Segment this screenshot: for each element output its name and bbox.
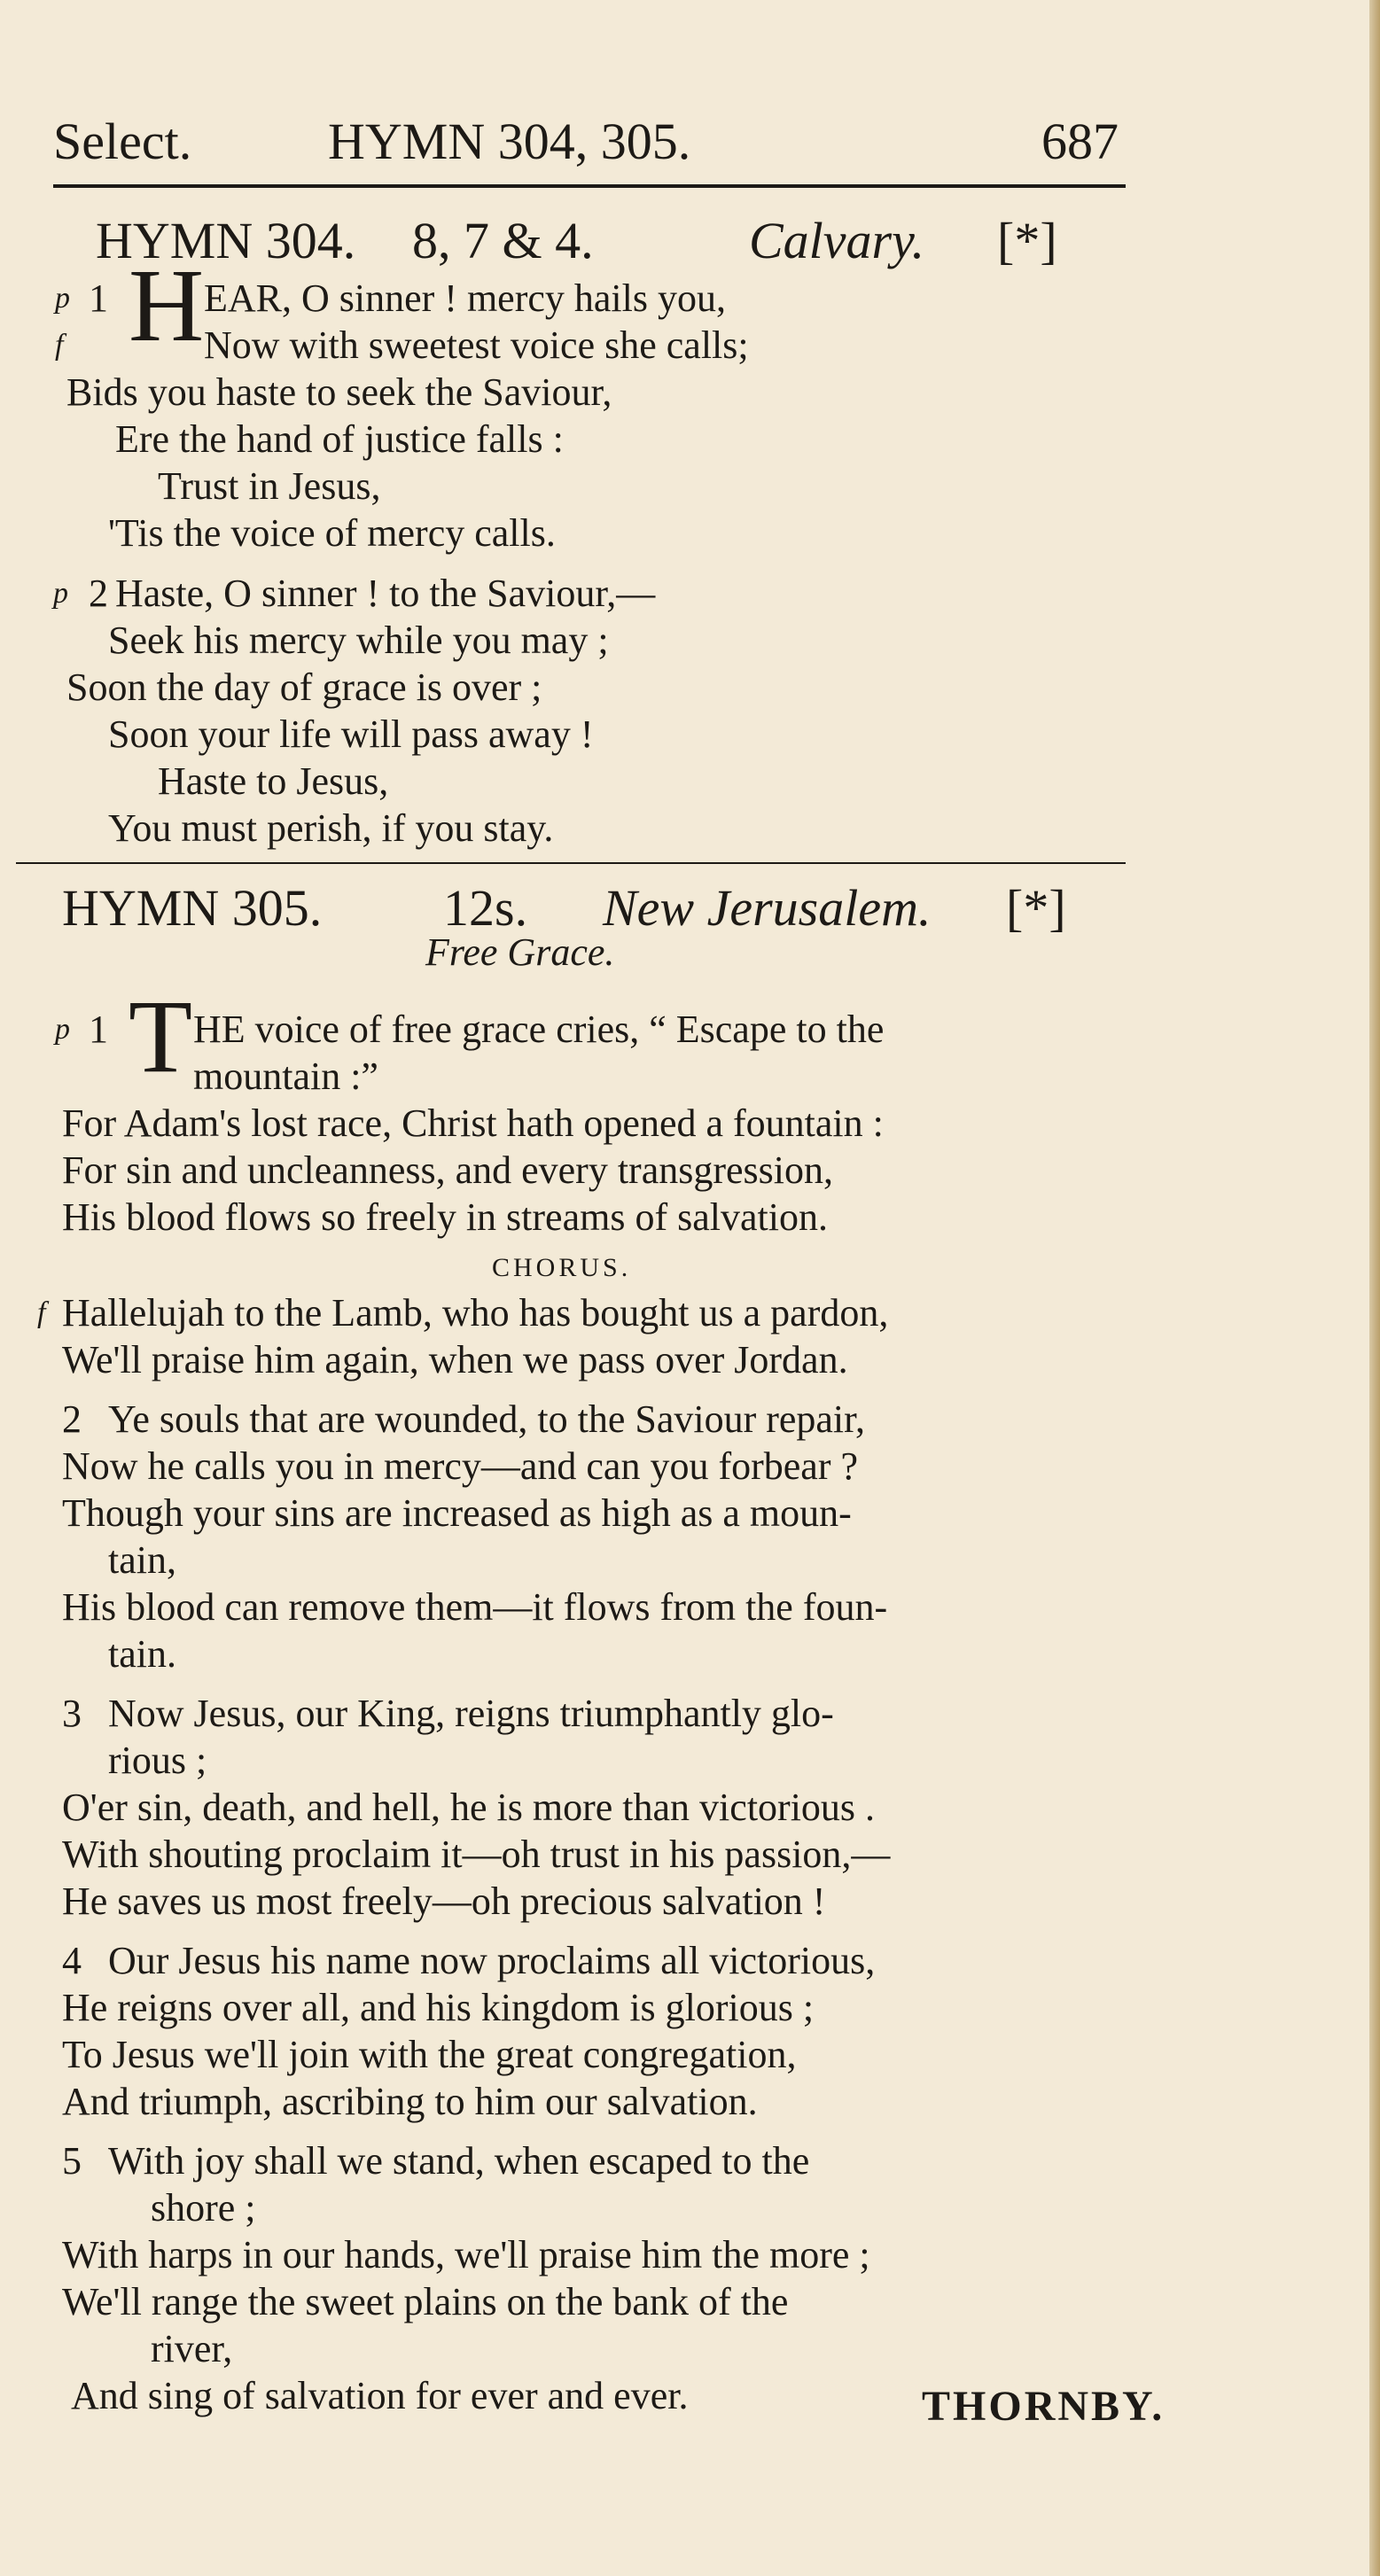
verse-line: Now he calls you in mercy—and can you forbear ? <box>62 1444 859 1488</box>
verse-line: Seek his mercy while you may ; <box>108 619 609 662</box>
verse-line: With shouting proclaim it—oh trust in his passion,— <box>62 1833 891 1876</box>
verse-line: And sing of salvation for ever and ever. <box>71 2374 689 2417</box>
verse-line: Though your sins are increased as high as a moun- <box>62 1491 852 1535</box>
verse-line: And triumph, ascribing to him our salvation. <box>62 2080 758 2123</box>
verse-line: tain. <box>108 1632 176 1676</box>
verse-line: Now Jesus, our King, reigns triumphantly glo- <box>108 1692 834 1735</box>
hymn-304-tune: Calvary. <box>749 212 925 269</box>
page-edge <box>1369 0 1380 2576</box>
verse-line: rious ; <box>108 1739 207 1782</box>
author-attribution: THORNBY. <box>922 2383 1166 2430</box>
hymn-304-mark: [*] <box>997 212 1057 269</box>
verse-line: shore ; <box>151 2186 256 2230</box>
verse-line: You must perish, if you stay. <box>108 806 554 850</box>
chorus-label: CHORUS. <box>492 1253 632 1282</box>
verse-line: His blood can remove them—it flows from the foun- <box>62 1585 888 1629</box>
dynamic-marker: f <box>55 329 64 362</box>
drop-cap: H <box>129 247 205 363</box>
verse-line: With joy shall we stand, when escaped to the <box>108 2139 810 2183</box>
verse-line: Soon the day of grace is over ; <box>66 665 542 709</box>
hymn-305-subtitle: Free Grace. <box>425 930 615 974</box>
verse-line: 'Tis the voice of mercy calls. <box>108 511 556 555</box>
hymn-304-number: HYMN 304. <box>96 212 356 269</box>
hymn-304-meter: 8, 7 & 4. <box>412 212 594 269</box>
stanza-number: 4 <box>62 1939 82 1982</box>
verse-line: His blood flows so freely in streams of salvation. <box>62 1195 828 1239</box>
hymn-305-tune: New Jerusalem. <box>603 879 932 937</box>
verse-line: To Jesus we'll join with the great congregation, <box>62 2033 797 2076</box>
dynamic-marker: p <box>55 282 70 315</box>
verse-line: Haste to Jesus, <box>158 759 389 803</box>
chorus-line: Hallelujah to the Lamb, who has bought us a pardon, <box>62 1291 889 1335</box>
verse-line: Trust in Jesus, <box>158 464 381 508</box>
verse-line: Soon your life will pass away ! <box>108 712 594 756</box>
dynamic-marker: f <box>37 1296 46 1329</box>
header-rule <box>53 184 1126 188</box>
verse-line: river, <box>151 2327 233 2370</box>
running-head-title: HYMN 304, 305. <box>328 113 691 170</box>
hymn-305-mark: [*] <box>1006 879 1066 937</box>
running-head <box>0 106 1152 177</box>
verse-line: We'll range the sweet plains on the bank of the <box>62 2280 789 2323</box>
verse-line: He reigns over all, and his kingdom is glorious ; <box>62 1986 815 2029</box>
hymn-305-number: HYMN 305. <box>62 879 323 937</box>
verse-line: EAR, O sinner ! mercy hails you, <box>204 276 726 320</box>
verse-line: For Adam's lost race, Christ hath opened a fountain : <box>62 1101 884 1145</box>
page-number: 687 <box>1041 113 1119 170</box>
verse-line: mountain :” <box>193 1055 378 1098</box>
stanza-number: 2 <box>62 1397 82 1441</box>
stanza-number: 1 <box>89 1008 108 1051</box>
section-rule <box>16 862 1126 864</box>
verse-line: For sin and uncleanness, and every transgression, <box>62 1148 834 1192</box>
stanza-number: 5 <box>62 2139 82 2183</box>
verse-line: He saves us most freely—oh precious salvation ! <box>62 1879 826 1923</box>
verse-line: O'er sin, death, and hell, he is more than victorious . <box>62 1786 876 1829</box>
verse-line: With harps in our hands, we'll praise him the more ; <box>62 2233 870 2276</box>
drop-cap: T <box>129 978 193 1094</box>
verse-line: Ere the hand of justice falls : <box>115 417 564 461</box>
stanza-number: 1 <box>89 276 108 320</box>
verse-line: Ye souls that are wounded, to the Saviour repair, <box>108 1397 866 1441</box>
chorus-line: We'll praise him again, when we pass over Jordan. <box>62 1338 848 1381</box>
verse-line: HE voice of free grace cries, “ Escape to the <box>193 1008 885 1051</box>
verse-line: Bids you haste to seek the Saviour, <box>66 370 612 414</box>
dynamic-marker: p <box>55 1013 70 1046</box>
stanza-number: 3 <box>62 1692 82 1735</box>
verse-line: Now with sweetest voice she calls; <box>204 323 749 367</box>
stanza-number: 2 <box>89 572 108 615</box>
running-head-section: Select. <box>53 113 192 170</box>
verse-line: Our Jesus his name now proclaims all victorious, <box>108 1939 876 1982</box>
verse-line: Haste, O sinner ! to the Saviour,— <box>115 572 656 615</box>
hymn-305-meter: 12s. <box>443 879 528 937</box>
verse-line: tain, <box>108 1538 176 1582</box>
dynamic-marker: p <box>53 577 68 610</box>
